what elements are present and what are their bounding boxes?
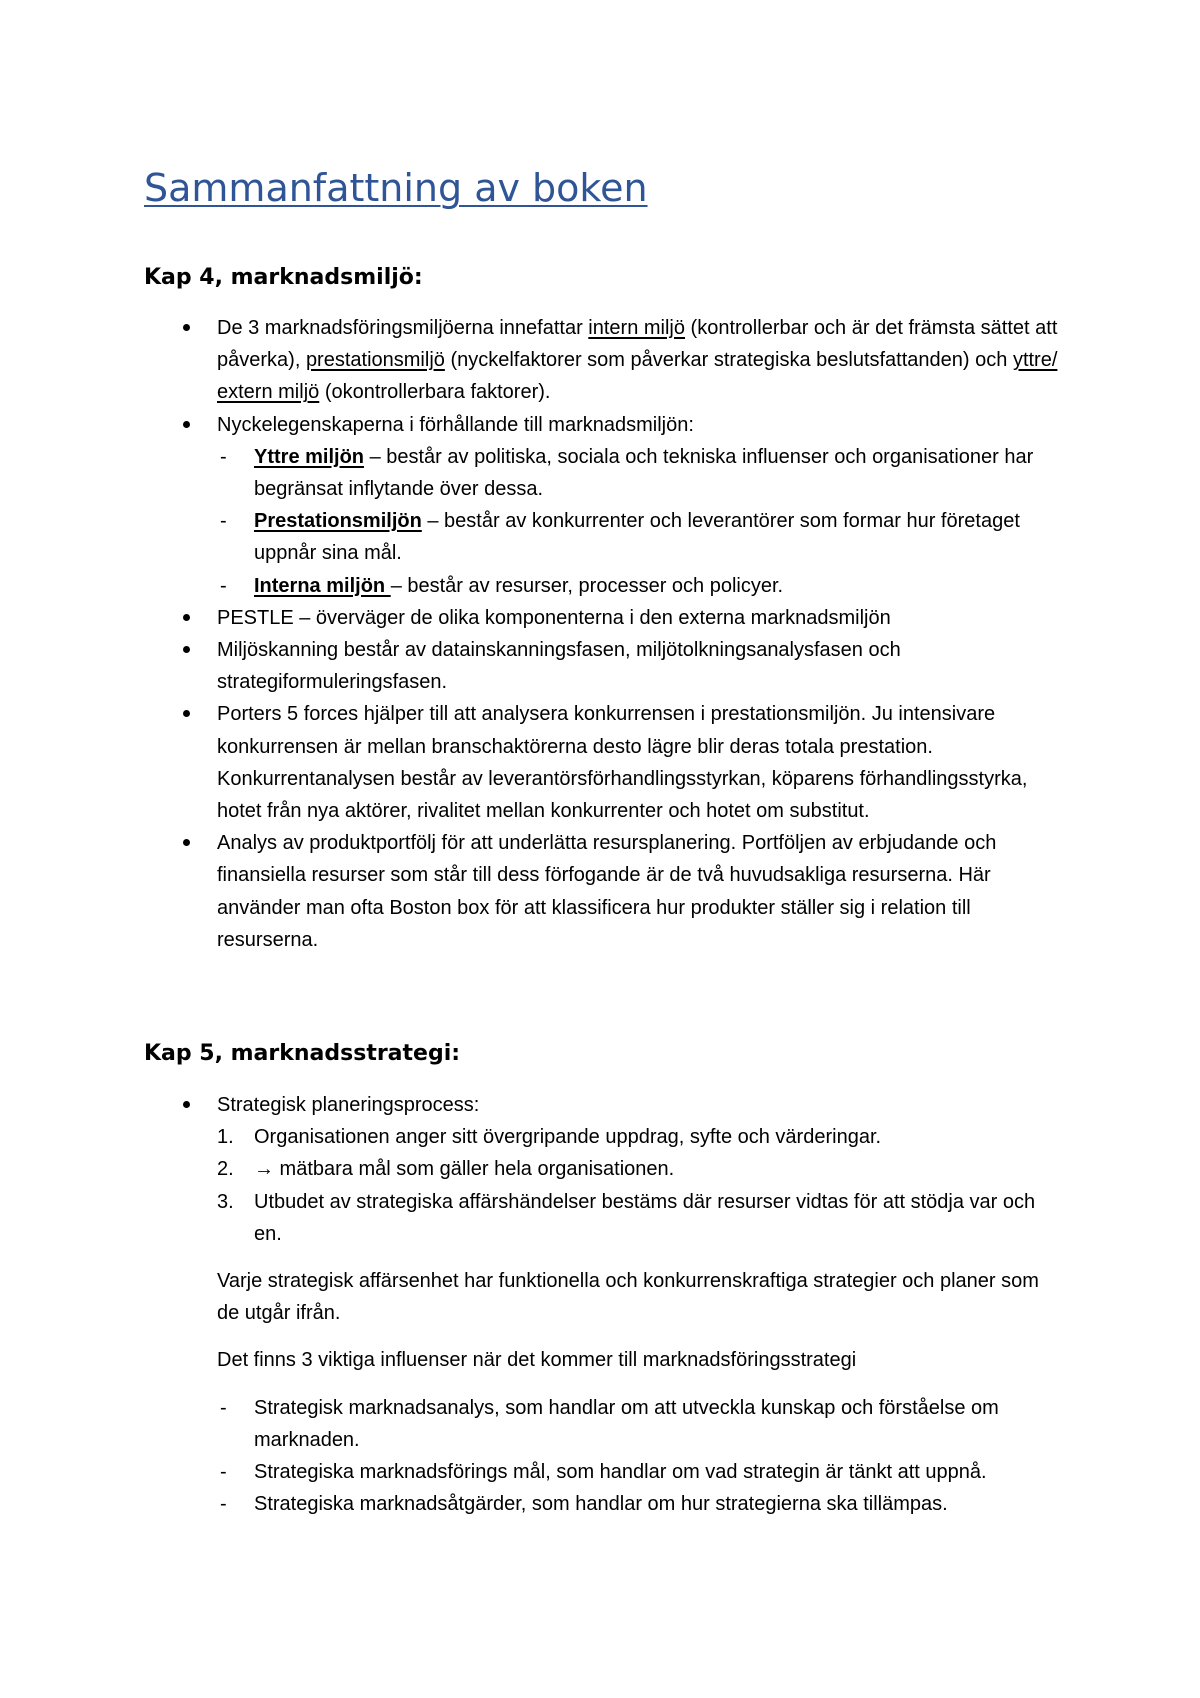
underlined-term: yttre/ extern miljö <box>217 349 1058 404</box>
kap5-heading: Kap 5, marknadsstrategi: <box>144 1041 461 1066</box>
step-item <box>144 1121 1064 1153</box>
dash-item <box>144 505 1064 569</box>
term-label: Interna miljön <box>254 574 391 597</box>
list-item: Miljöskanning består av datainskanningsfasen, miljötolkningsanalysfasen och strategiformuleringsfasen. <box>144 634 1064 698</box>
step-number: 3. <box>217 1190 234 1213</box>
kap5-section <box>144 1089 1064 1520</box>
text-span: mätbara mål som gäller hela organisationen. <box>274 1158 675 1181</box>
list-item: PESTLE – överväger de olika komponenterna i den externa marknadsmiljön <box>144 602 1064 634</box>
text-span: Organisationen anger sitt övergripande uppdrag, syfte och värderingar. <box>254 1126 882 1149</box>
kap4-list <box>144 312 1064 956</box>
paragraph: Varje strategisk affärsenhet har funktionella och konkurrenskraftiga strategier och planer som de utgår ifrån. <box>217 1270 1039 1325</box>
list-item: Analys av produktportfölj för att underlätta resursplanering. Portföljen av erbjudande och finansiella resurser som står till dess förfogande är de två huvudsakliga resurserna. Här använder man ofta Boston box för att klassificera hur produkter ställer sig i relation till resurserna. <box>144 827 1064 956</box>
dash-item <box>144 570 1064 602</box>
kap5-list <box>144 1089 1064 1121</box>
arrow-icon: → <box>254 1158 274 1181</box>
dash-item <box>144 441 1064 505</box>
underlined-term: prestationsmiljö <box>305 349 445 372</box>
text-span: Utbudet av strategiska affärshändelser bestäms där resurser vidtas för att stödja var och en. <box>254 1190 1036 1245</box>
list-item: Strategisk planeringsprocess: <box>144 1089 1064 1121</box>
text-span: – består av politiska, sociala och tekniska influenser och organisationer har begränsat inflytande över dessa. <box>254 445 1034 501</box>
list-item <box>144 312 1064 409</box>
kap4-heading: Kap 4, marknadsmiljö: <box>144 265 423 290</box>
dash-item: - Strategiska marknadsåtgärder, som handlar om hur strategierna ska tillämpas. <box>144 1488 1064 1520</box>
influence-list <box>144 1392 1064 1521</box>
dash-item: - Strategiska marknadsförings mål, som handlar om vad strategin är tänkt att uppnå. <box>144 1456 1064 1488</box>
step-number: 2. <box>217 1158 234 1181</box>
step-number: 1. <box>217 1126 234 1149</box>
text-span: (nyckelfaktorer som påverkar strategiska beslutsfattanden) och <box>444 349 1013 372</box>
text-span: – består av konkurrenter och leverantörer som formar hur företaget uppnår sina mål. <box>254 510 1020 565</box>
text-span: (kontrollerbar och är det främsta sättet att påverka), <box>217 317 1058 372</box>
page-title: Sammanfattning av boken <box>144 166 648 210</box>
list-item: Nyckelegenskaperna i förhållande till marknadsmiljön: <box>144 409 1064 441</box>
term-label: Prestationsmiljön <box>254 510 422 533</box>
text-span: De 3 marknadsföringsmiljöerna innefattar <box>217 317 589 339</box>
step-item <box>144 1186 1064 1250</box>
term-label: Yttre miljön <box>254 445 365 468</box>
step-item <box>144 1153 1064 1185</box>
planning-steps <box>144 1121 1064 1250</box>
list-item: Porters 5 forces hjälper till att analysera konkurrensen i prestationsmiljön. Ju intensivare konkurrensen är mellan branschaktörerna desto lägre blir deras totala prestation. Konkurrentanalysen består av leverantörsförhandlingsstyrkan, köparens förhandlingsstyrka, hotet från nya aktörer, rivalitet mellan konkurrenter och hotet om substitut. <box>144 698 1064 827</box>
kap4-section <box>144 312 1064 956</box>
dash-item: - Strategisk marknadsanalys, som handlar om att utveckla kunskap och förståelse om marknaden. <box>144 1392 1064 1456</box>
text-span: (okontrollerbara faktorer). <box>319 381 551 404</box>
text-span: – består av resurser, processer och policyer. <box>390 574 784 597</box>
underlined-term: intern miljö <box>588 317 685 339</box>
paragraph: Det finns 3 viktiga influenser när det kommer till marknadsföringsstrategi <box>217 1349 857 1372</box>
